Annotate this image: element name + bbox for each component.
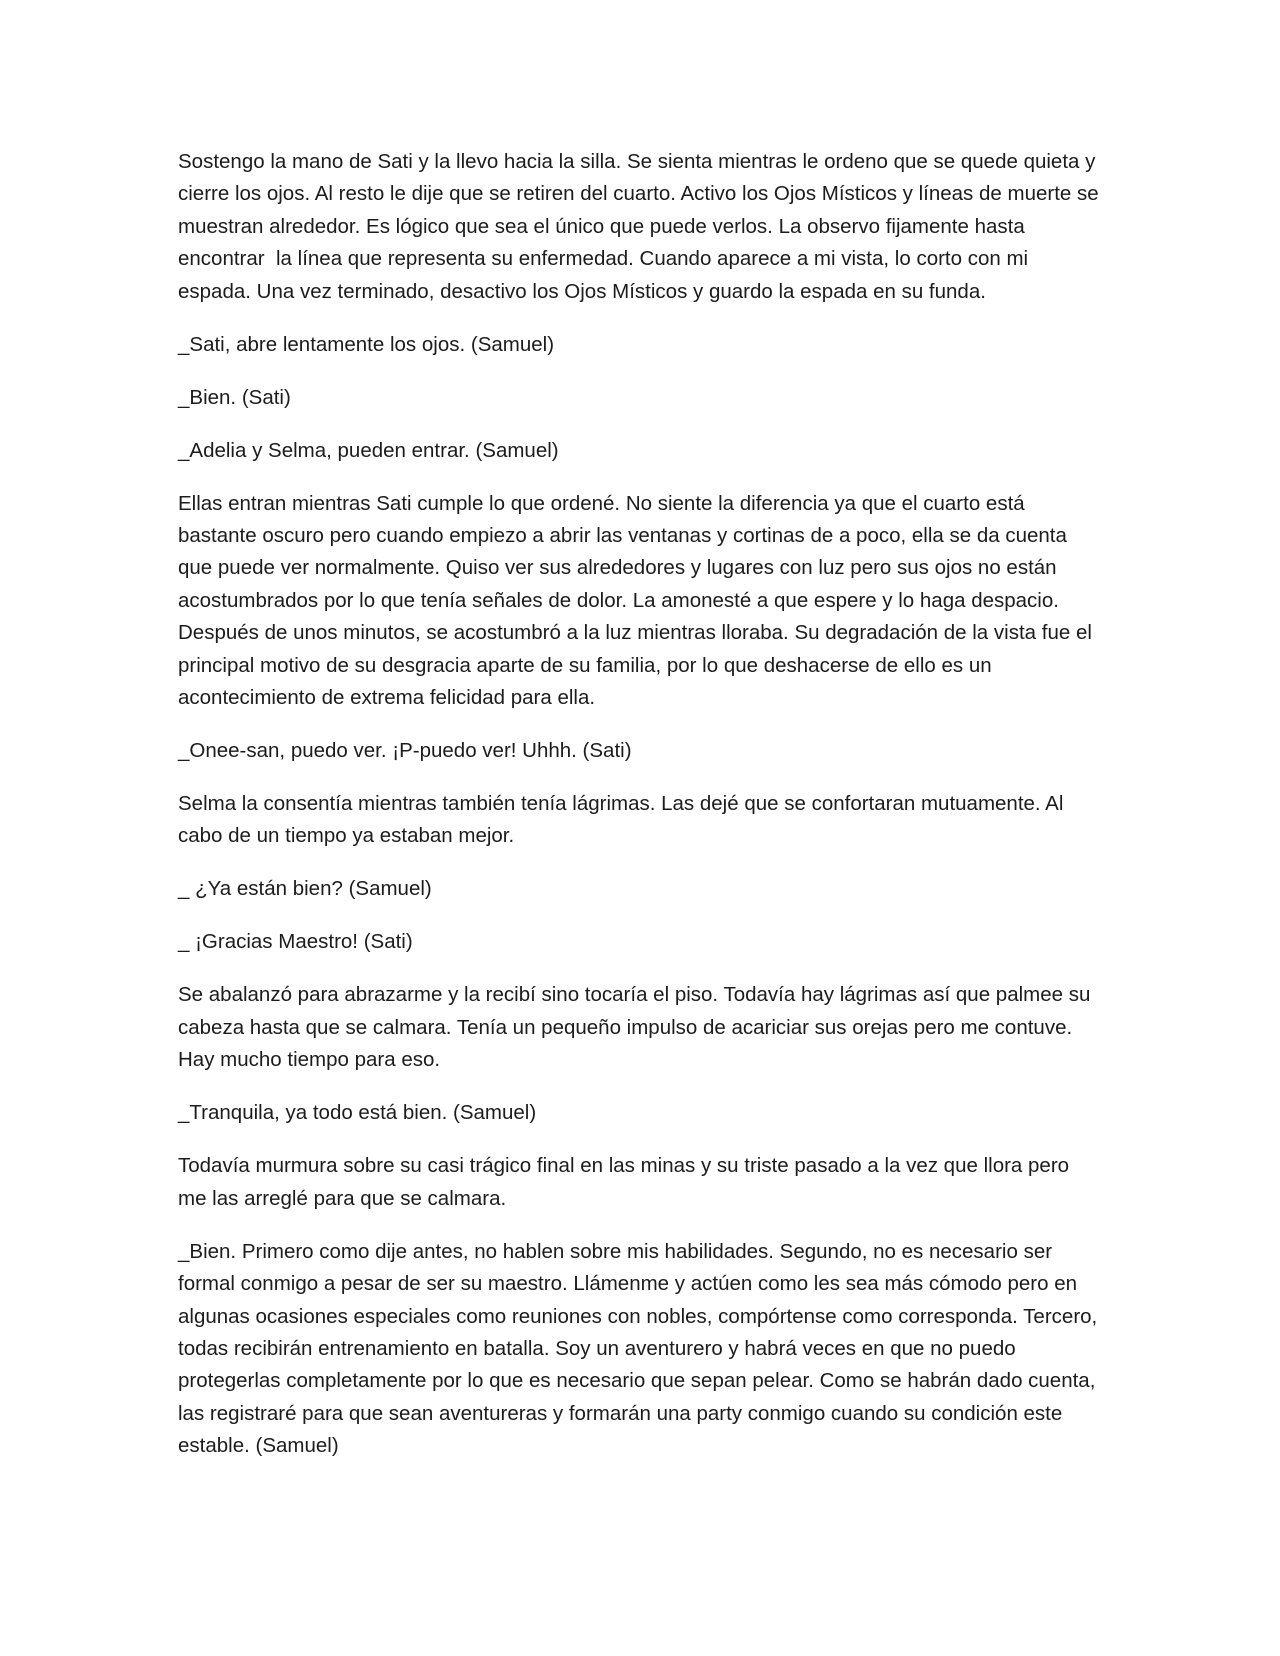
paragraph: Selma la consentía mientras también tenía lágrimas. Las dejé que se confortaran mutuamente. Al cabo de un tiempo ya estaban mejor. [178, 792, 1070, 848]
dialogue-line: _Bien. Primero como dije antes, no hablen sobre mis habilidades. Segundo, no es necesario ser formal conmigo a pesar de ser su maestro. Llámenme y actúen como les sea más cómodo pero en algunas ocasiones especiales como reuniones con nobles, compórtense como corresponda. Tercero, todas recibirán entrenamiento en batalla. Soy un aventurero y habrá veces en que no puedo protegerlas completamente por lo que es necesario que sepan pelear. Como se habrán dado cuenta, las registraré para que sean aventureras y formarán una party conmigo cuando su condición este estable. (Samuel) [178, 1239, 1103, 1458]
paragraph: Ellas entran mientras Sati cumple lo que ordené. No siente la diferencia ya que el cuarto está bastante oscuro pero cuando empiezo a abrir las ventanas y cortinas de a poco, ella se da cuenta que puede ver normalmente. Quiso ver sus alrededores y lugares con luz pero sus ojos no están acostumbrados por lo que tenía señales de dolor. La amonesté a que espere y lo haga despacio. Después de unos minutos, se acostumbró a la luz mientras lloraba. Su degradación de la vista fue el principal motivo de su desgracia aparte de su familia, por lo que deshacerse de ello es un acontecimiento de extrema felicidad para ella. [178, 491, 1098, 710]
dialogue-line: _Onee-san, puedo ver. ¡P-puedo ver! Uhhh. (Sati) [178, 739, 632, 763]
paragraph: Todavía murmura sobre su casi trágico final en las minas y su triste pasado a la vez que llora pero me las arreglé para que se calmara. [178, 1154, 1075, 1210]
dialogue-line: _ ¿Ya están bien? (Samuel) [178, 877, 432, 901]
paragraph: Sostengo la mano de Sati y la llevo hacia la silla. Se sienta mientras le ordeno que se quede quieta y cierre los ojos. Al resto le dije que se retiren del cuarto. Activo los Ojos Místicos y líneas de muerte se muestran alrededor. Es lógico que sea el único que puede verlos. La observo fijamente hasta encontrar la línea que representa su enfermedad. Cuando aparece a mi vista, lo corto con mi espada. Una vez terminado, desactivo los Ojos Místicos y guardo la espada en su funda. [178, 150, 1105, 303]
document-body [178, 146, 1105, 1483]
dialogue-line: _ ¡Gracias Maestro! (Sati) [178, 930, 413, 954]
dialogue-line: _Tranquila, ya todo está bien. (Samuel) [178, 1101, 537, 1125]
dialogue-line: _Bien. (Sati) [178, 385, 291, 409]
dialogue-line: _Sati, abre lentamente los ojos. (Samuel) [178, 332, 555, 356]
dialogue-line: _Adelia y Selma, pueden entrar. (Samuel) [178, 438, 559, 462]
paragraph: Se abalanzó para abrazarme y la recibí sino tocaría el piso. Todavía hay lágrimas así que palmee su cabeza hasta que se calmara. Tenía un pequeño impulso de acariciar sus orejas pero me contuve. Hay mucho tiempo para eso. [178, 983, 1097, 1072]
